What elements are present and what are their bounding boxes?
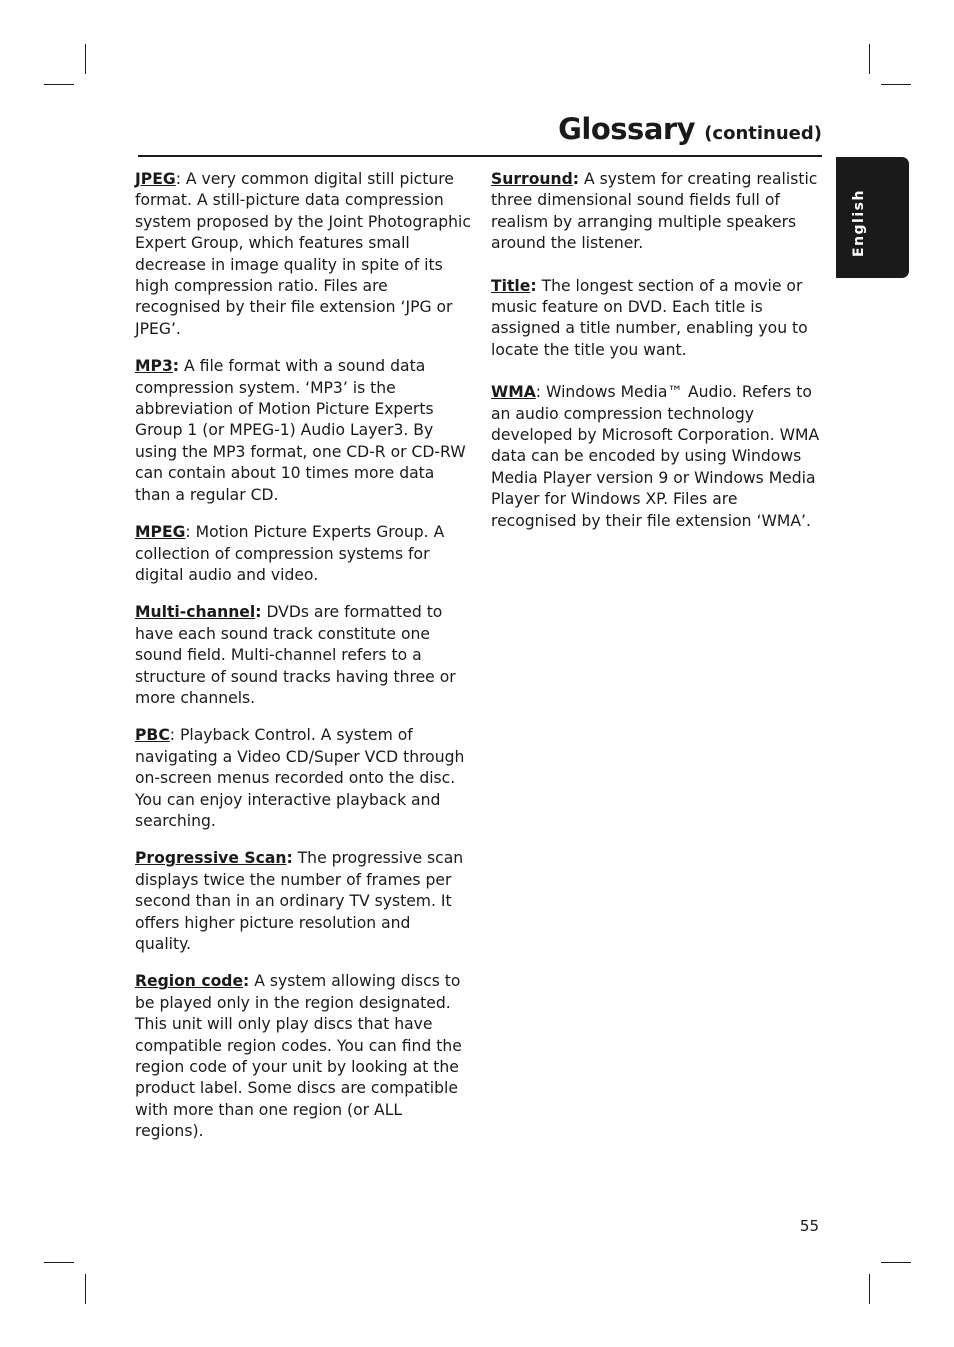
- glossary-term: MPEG: [135, 523, 186, 542]
- page-number: 55: [799, 1217, 819, 1235]
- crop-mark-top-right-horizontal: [881, 84, 911, 85]
- glossary-definition: The longest section of a movie or music feature on DVD. Each title is assigned a title number, enabling you to locate the title you want.: [491, 276, 808, 359]
- glossary-entry-jpeg: [135, 169, 471, 340]
- glossary-term: JPEG: [135, 170, 176, 188]
- glossary-entry-wma: [491, 382, 827, 532]
- glossary-separator: :: [535, 383, 542, 402]
- glossary-term: Progressive Scan: [135, 849, 287, 868]
- glossary-separator: :: [185, 523, 191, 542]
- glossary-definition: A file format with a sound data compression system. ‘MP3’ is the abbreviation of Motion Picture Experts Group 1 (or MPEG-1) Audio Layer3. By using the MP3 format, one CD-R or CD-RW can contain about 10 times more data than a regular CD.: [135, 357, 466, 504]
- glossary-entry-mpeg: [135, 522, 471, 586]
- crop-mark-bottom-right-vertical: [869, 1274, 870, 1304]
- crop-mark-top-right-vertical: [869, 44, 870, 74]
- glossary-definition: Windows Media™ Audio. Refers to an audio compression technology developed by Microsoft Corporation. WMA data can be encoded by using Windows Media Player version 9 or Windows Media Player for Windows XP. Files are recognised by their file extension ‘WMA’.: [491, 383, 820, 530]
- glossary-separator: :: [243, 972, 250, 991]
- glossary-right-column: [491, 169, 827, 553]
- language-tab: [836, 157, 909, 278]
- page-title: [558, 112, 822, 146]
- glossary-definition: Playback Control. A system of navigating a Video CD/Super VCD through on-screen menus recorded onto the disc. You can enjoy interactive playback and searching.: [135, 726, 465, 830]
- glossary-separator: :: [169, 726, 176, 745]
- glossary-separator: :: [572, 170, 580, 188]
- glossary-term: Surround: [491, 170, 573, 188]
- glossary-definition: The progressive scan displays twice the number of frames per second than in an ordinary TV system. It offers higher picture resolution and quality.: [135, 849, 464, 953]
- page-title-continued: (continued): [704, 123, 822, 144]
- glossary-entry-title: [491, 276, 827, 362]
- glossary-entry-pbc: [135, 725, 471, 832]
- glossary-term: Region code: [135, 972, 244, 991]
- glossary-entry-region-code: [135, 971, 471, 1142]
- glossary-entry-surround: [491, 169, 827, 255]
- glossary-term: Title: [491, 276, 531, 295]
- crop-mark-bottom-left-vertical: [85, 1274, 86, 1304]
- crop-mark-top-left-horizontal: [44, 84, 74, 85]
- page-title-main: Glossary: [558, 112, 696, 146]
- glossary-separator: :: [255, 603, 262, 622]
- glossary-term: PBC: [135, 726, 170, 745]
- glossary-separator: :: [286, 849, 293, 868]
- glossary-term: Multi-channel: [135, 603, 256, 622]
- glossary-entry-progressive-scan: [135, 848, 471, 955]
- glossary-definition: A system allowing discs to be played only in the region designated. This unit will only play discs that have compatible region codes. You can find the region code of your unit by looking at the product label. Some discs are compatible with more than one region (or ALL regions).: [135, 972, 462, 1141]
- glossary-definition: DVDs are formatted to have each sound track constitute one sound field. Multi-channel refers to a structure of sound tracks having three or more channels.: [135, 603, 456, 707]
- header-divider: [138, 155, 822, 157]
- glossary-separator: :: [172, 357, 180, 376]
- glossary-term: MP3: [135, 357, 173, 376]
- glossary-definition: A very common digital still picture format. A still-picture data compression system proposed by the Joint Photographic Expert Group, which features small decrease in image quality in spite of its high compression ratio. Files are recognised by their file extension ‘JPG or JPEG’.: [135, 170, 471, 338]
- glossary-separator: :: [175, 170, 181, 188]
- crop-mark-top-left-vertical: [85, 44, 86, 74]
- glossary-entry-multi-channel: [135, 602, 471, 709]
- glossary-separator: :: [530, 276, 537, 295]
- glossary-term: WMA: [491, 383, 536, 402]
- glossary-definition: A system for creating realistic three dimensional sound fields full of realism by arranging multiple speakers around the listener.: [491, 170, 818, 253]
- glossary-definition: Motion Picture Experts Group. A collection of compression systems for digital audio and video.: [135, 523, 445, 584]
- crop-mark-bottom-left-horizontal: [44, 1262, 74, 1263]
- glossary-entry-mp3: [135, 356, 471, 506]
- language-tab-label: English: [851, 189, 867, 257]
- glossary-left-column: [135, 169, 471, 1159]
- crop-mark-bottom-right-horizontal: [881, 1262, 911, 1263]
